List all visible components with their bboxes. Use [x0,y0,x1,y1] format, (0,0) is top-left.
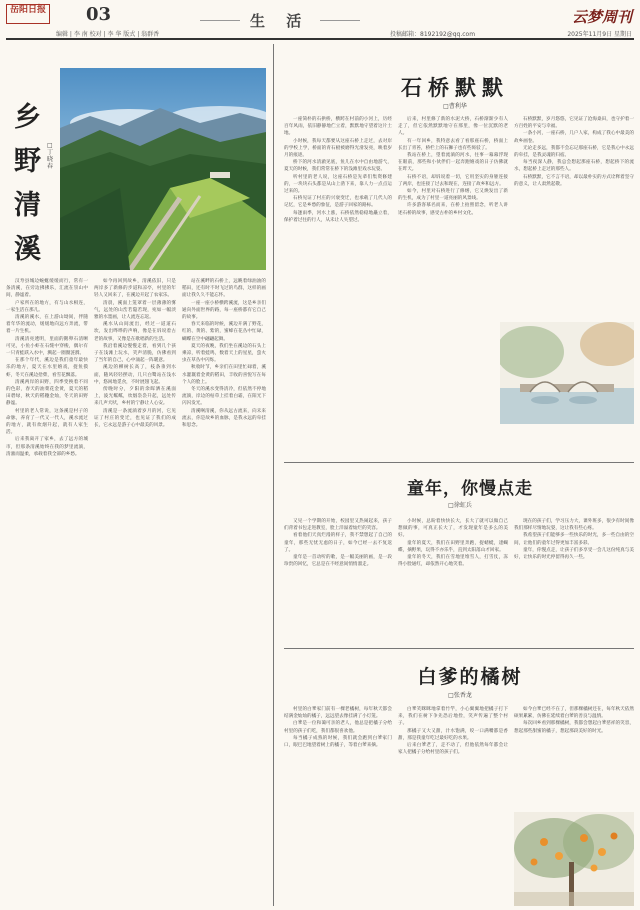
paragraph: 我站在桥上，望着流淌的河水，往事一幕幕浮现在眼前，那些和小伙伴们一起奔跑嬉戏的日子仿佛就在昨天。 [398,153,508,173]
title-char: 野 [14,146,41,177]
paragraph: 清溪清亮透明，里面的鹅卵石清晰可见，小鱼小虾在石缝中穿梭，偶尔有一只青蛙跃入水中，溅起一圈圈涟漪。 [6,336,88,357]
paragraph: 站在溪畔的石桥上，远眺着绿油油的稻田，还有时不时飞过的鸟群，这样的画面让我久久不能忘怀。 [182,279,266,299]
paragraph: 溪水从山间流出，经过一道道石坎，发出哗哗的声响，像是在诉说着古老的故事，又像是在歌唱新的生活。 [94,322,176,342]
paragraph: 每当夜深人静，我总会想起那座石桥，想起桥下的流水，想起桥上走过的那些人。 [514,160,634,173]
paragraph: 许多游客慕名而来，在桥上拍照留念，听老人讲述石桥的故事，感受古朴的乡村文化。 [398,203,508,216]
paragraph: 后来白爹老了，走不动了，但他依然每年都会让家人把橘子分给村里的孩子们。 [398,743,508,756]
paragraph: 清溪两岸的田野，四季变换着不同的色彩，春天的油菜花金黄，夏天的稻田碧绿，秋天的稻穗金灿，冬天的田野静谧。 [6,379,88,407]
paragraph: 小时候，我每天都要从这座石桥上走过，去对岸的学校上学，桥面的青石板被磨得光滑发亮，映着岁月的痕迹。 [284,138,392,159]
paragraph: 桥下的河水清澈见底，鱼儿在水中自由地游弋，夏天的时候，我们常常在桥下的浅滩里戏水玩耍。 [284,160,392,173]
paragraph: 石桥默默，它不言不语，却以最朴实的方式诠释着坚守的意义，让人肃然起敬。 [514,174,634,187]
article-title-vertical [14,96,44,272]
paragraph: 如今，村里对石桥进行了修缮，它又焕发出了新的生机，成为了村里一道亮丽的风景线。 [398,189,508,202]
article3-column-1 [284,518,392,644]
paragraph: 傍晚时分，夕阳的余晖洒在溪面上，波光粼粼，炊烟袅袅升起，远处传来几声犬吠，乡村的宁静让人心安。 [94,387,176,407]
page-number: 03 [86,4,112,25]
paragraph: 溪边的柳树长高了，枝条垂到水面，随风轻轻摆动，几只白鹭站在浅水中，悠闲地觅食，不时展翅飞起。 [94,365,176,385]
editor-credits: 编辑 | 李 南 校对 | 李 华 版式 | 翁群香 [56,31,160,38]
article-title: 童年，你慢点走 [407,479,533,499]
article-title: 石桥默默 [401,75,509,100]
landscape-photo [60,68,266,270]
title-char: 溪 [14,234,41,265]
submission-email: 投稿邮箱：8192192@qq.com [390,31,476,38]
paragraph: 又见一个学期的开始，校园里又热闹起来，孩子们背着书包走进教室，脸上洋溢着灿烂的笑容。 [284,519,392,532]
paragraph: 清晨，溪面上笼罩着一层薄薄的雾气，远处的山峦若隐若现，宛如一幅淡雅的水墨画，让人流连忘返。 [94,300,176,321]
masthead-logo: 岳阳日报 [6,4,50,24]
paragraph: 冬天的溪水变得清冷，但依然不停地流淌，岸边的枯草上挂着白霜，在阳光下闪闪发光。 [182,387,266,407]
paragraph: 清溪的溪水，在上游山坳间，伴随着年华的流动，缓缓地向远方奔流，带着一片生机。 [6,315,88,335]
paragraph: 童年的夏天，我们在田野里奔跑，捉蜻蜓，逮蝴蝶，摘野果，玩得不亦乐乎，直到太阳落山才回家。 [398,540,508,553]
paragraph: 春天来临的时候，溪边开满了野花，红的、黄的、紫的，蜜蜂在花丛中忙碌，蝴蝶在空中翩翩起舞。 [182,322,266,342]
section-rule-right [320,20,360,21]
paragraph: 小时候，总盼着快快长大，长大了就可以做自己想做的事，可真正长大了，才发现童年是多么的美好。 [398,519,508,539]
paragraph: 每次回乡看到那棵橘树，我都会想起白爹慈祥的笑容，想起那些甜蜜的橘子，想起那段美好的时光。 [514,721,634,734]
paragraph: 后来，村里修了新的水泥大桥，石桥渐渐少有人走了，但它依然默默地守在那里，像一位沉默的老人。 [398,117,508,137]
article-author: □徐虹兵 [448,502,472,509]
title-char: 清 [14,190,41,221]
paragraph: 每逢雨季，河水上涨，石桥依然稳稳地矗立着，保护着过往的行人，从未让人失望过。 [284,210,392,223]
paragraph: 户家所在的地方，有与山水相连，一家生活在那儿。 [6,300,88,313]
brand-name: 云梦周刊 [571,8,632,26]
article2-column-3 [514,116,634,318]
paragraph: 童年是一首动听的歌，是一幅美丽的画，是一段珍贵的回忆，它总是在不经意间悄悄溜走。 [284,555,392,568]
paragraph: 如今再回到故乡，清溪依旧，只是两岸多了新修的步道和凉亭，村里的年轻人又回来了，在溪边开起了农家乐。 [94,279,176,299]
paragraph: 一条小河，一座石桥，几户人家，构成了我心中最美的故乡画卷。 [514,131,634,144]
paragraph: 听村里的老人说，这座石桥是先辈们集资修建的，一块块石头都是从山上凿下来，靠人力一点点运过来的。 [284,174,392,195]
issue-date: 2025年11月9日 星期日 [567,31,632,38]
paragraph: 石桥不语，却诉说着一切，它用坚实的身躯连接了两岸，也连接了过去和现在，连接了故乡和远方。 [398,174,508,187]
article2-column-1 [284,116,392,458]
paragraph: 夏天的夜晚，我们坐在溪边的石头上乘凉，听着蛙鸣，数着天上的星星，萤火虫在草丛中闪烁。 [182,343,266,364]
article4-column-3 [514,706,634,808]
paragraph: 在那个年代，溪边是我们童年最快乐的地方，夏天在水里嬉戏，捉鱼摸虾，冬天在溪边拾柴，看雪花飘落。 [6,358,88,378]
article4-column-1 [284,706,392,906]
paragraph: 童年的冬天，我们在雪地里堆雪人，打雪仗，冻得小脸通红，却依然开心地笑着。 [398,555,508,568]
paragraph: 村里的老人常说，这条溪是村子的命脉，养育了一代又一代人，溪水流过的地方，就有炊烟升起，就有人家生活。 [6,408,88,436]
title-char: 乡 [14,102,41,133]
paragraph: 后来我离开了家乡，去了远方的城市，但那条清溪始终在我的梦里流淌，清澈而温柔，承载着我全部的乡愁。 [6,437,88,457]
paragraph: 一座简朴的石拱桥，横跨在村前的小河上，历经百年风雨，依旧静静地伫立着，默默地守望着这片土地。 [284,117,392,137]
stone-bridge-painting [500,322,634,424]
section-rule-left [200,20,240,21]
article1-column-1 [6,278,88,906]
orange-tree-painting [514,812,634,906]
article-author: □张香龙 [448,692,472,699]
paragraph: 石桥见证了村庄的兴衰变迁，也承载了几代人的记忆，它是乡愁的象征，是游子回家的路标。 [284,196,392,209]
paragraph: 汉寿县城边蜿蜒缓缓而行，常有一条清溪，在旁边拂拂乐，汇流在崇山中间，静谧着。 [6,279,88,299]
paragraph: 我沿着溪边慢慢走着，看到几个孩子在浅滩上玩水，笑声清脆，仿佛看到了当年的自己，心中涌起一阵暖意。 [94,343,176,364]
article3-column-2 [398,518,508,644]
article3-column-3 [514,518,634,644]
header-rule [6,38,634,40]
paragraph: 清溪是一条流淌着岁月的河，它见证了村庄的变迁，也见证了我们的成长，它永远是游子心中最美的风景。 [94,408,176,429]
article1-column-2 [94,278,176,906]
section-title: 生 活 [250,12,310,30]
paragraph: 童年，你慢点走，让孩子们多享受一会儿这份纯真与美好，让快乐的时光停留得再久一些。 [514,547,634,561]
paragraph: 如今白爹已经不在了，但那棵橘树还在，每年秋天依然硕果累累，仿佛在延续着白爹的善良与温情。 [514,707,634,720]
paragraph: 每当橘子成熟的时候，我们就会跑到白爹家门口，眼巴巴地望着树上的橘子，等着白爹来摘。 [284,735,392,749]
paragraph: 我希望孩子们能够多一些快乐的时光，多一些自由的空间，让他们的童年过得更加丰富多彩。 [514,533,634,546]
paragraph: 看着他们天真烂漫的样子，我不禁想起了自己的童年，那些无忧无虑的日子，如今已经一去不复返了。 [284,533,392,553]
paragraph: 秋收时节，乡亲们在田里忙碌着，溪水灌溉着金黄的稻田，丰收的喜悦写在每个人的脸上。 [182,365,266,385]
article-divider [284,462,634,463]
article-divider [284,648,634,649]
article2-column-2 [398,116,508,458]
paragraph: 无论走多远，我都不会忘记那座石桥，它是我心中永远的牵挂，是我灵魂的归宿。 [514,145,634,159]
paragraph: 有一年回乡，我特意去看了看那座石桥，桥面上长出了青苔，桥栏上的石狮子也有些斑驳了。 [398,138,508,151]
paragraph: 村里的白爹家门前有一棵老橘树，每年秋天都会结满金灿灿的橘子，远远望去像挂满了小灯笼。 [284,707,392,720]
paragraph: 一座一座小桥横跨溪流，这是乡亲们通向外面世界的路，每一座桥都有它自己的故事。 [182,300,266,321]
article1-column-3 [182,278,266,906]
article4-column-2 [398,706,508,906]
paragraph: 那橘子又大又甜，汁水饱满，咬一口满嘴都是香甜，那是我童年吃过最好吃的水果。 [398,728,508,741]
paragraph: 现在的孩子们，学习压力大，课外班多，很少有时间像我们那样尽情地玩耍，这让我有些心疼。 [514,519,634,532]
article-author: □曹利华 [443,103,467,110]
column-divider [273,44,274,906]
article-author: □丁晓春 [47,142,54,170]
paragraph: 石桥默默，岁月悠悠，它见证了沧海桑田，也守护着一方百姓的平安与幸福。 [514,117,634,130]
paragraph: 白爹是一位和蔼可亲的老人，他总是把橘子分给村里的孩子们吃，我们都很喜欢他。 [284,721,392,734]
article-title: 白爹的橘树 [417,666,523,688]
paragraph: 清溪啊清溪，你从远古流来，向未来流去，你是故乡的血脉，是我永远的牵挂和思念。 [182,408,266,429]
paragraph: 白爹笑眯眯地拿着竹竿，小心翼翼地把橘子打下来，我们在树下争先恐后地捡，笑声传遍了整个村子。 [398,707,508,727]
